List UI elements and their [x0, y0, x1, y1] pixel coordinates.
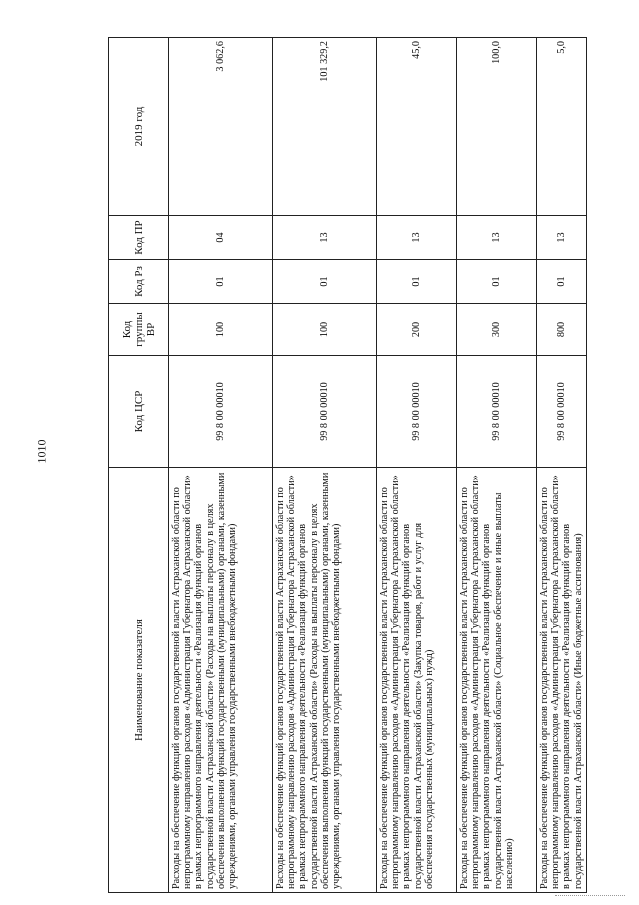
cell-name: Расходы на обеспечение функций органов государственной власти Астраханской области по непрограммному направлению расходов «Администрация Губернатора Астраханской области» в рамках непрограммного направления деятельности «Реализация функций органов государственной власти Астраханской области» (Расходы на выплаты персоналу в целях обеспечения выполнения функций государственными (муниципальными) органами, казенными учреждениями, органами управления государственными внебюджетными фондами)	[273, 468, 377, 893]
cell-name: Расходы на обеспечение функций органов государственной власти Астраханской области по непрограммному направлению расходов «Администрация Губернатора Астраханской области» в рамках непрограммного направления деятельности «Реализация функций органов государственной власти Астраханской области» (Закупка товаров, работ и услуг для обеспечения государственных (муниципальных) нужд)	[377, 468, 457, 893]
cell-year: 45,0	[377, 38, 457, 216]
header-rz: Код Рз	[109, 260, 169, 304]
table-row	[273, 38, 377, 893]
cell-vr: 200	[377, 304, 457, 356]
table-row	[169, 38, 273, 893]
expenditure-table	[108, 37, 587, 893]
cell-name: Расходы на обеспечение функций органов государственной власти Астраханской области по непрограммному направлению расходов «Администрация Губернатора Астраханской области» в рамках непрограммного направления деятельности «Реализация функций органов государственной власти Астраханской области» (Иные бюджетные ассигнования)	[537, 468, 587, 893]
table-row	[537, 38, 587, 893]
cell-vr: 100	[169, 304, 273, 356]
cell-csr: 99 8 00 00010	[273, 356, 377, 468]
header-name: Наименование показателя	[109, 468, 169, 893]
cell-csr: 99 8 00 00010	[169, 356, 273, 468]
table-row	[457, 38, 537, 893]
header-vr: Код группы ВР	[109, 304, 169, 356]
cell-csr: 99 8 00 00010	[537, 356, 587, 468]
bottom-divider	[555, 895, 625, 896]
cell-rz: 01	[273, 260, 377, 304]
header-pr: Код ПР	[109, 216, 169, 260]
cell-rz: 01	[457, 260, 537, 304]
rotated-table-wrapper	[108, 38, 584, 893]
table-header-row	[109, 38, 169, 893]
header-csr: Код ЦСР	[109, 356, 169, 468]
cell-rz: 01	[377, 260, 457, 304]
cell-year: 100,0	[457, 38, 537, 216]
cell-vr: 100	[273, 304, 377, 356]
cell-csr: 99 8 00 00010	[457, 356, 537, 468]
header-year: 2019 год	[109, 38, 169, 216]
cell-vr: 800	[537, 304, 587, 356]
page-number: 1010	[34, 439, 49, 464]
cell-name: Расходы на обеспечение функций органов государственной власти Астраханской области по непрограммному направлению расходов «Администрация Губернатора Астраханской области» в рамках непрограммного направления деятельности «Реализация функций органов государственной власти Астраханской области» (Расходы на выплаты персоналу в целях обеспечения выполнения функций государственными (муниципальными) органами, казенными учреждениями, органами управления государственными внебюджетными фондами)	[169, 468, 273, 893]
cell-vr: 300	[457, 304, 537, 356]
cell-pr: 13	[377, 216, 457, 260]
cell-pr: 13	[537, 216, 587, 260]
cell-pr: 13	[457, 216, 537, 260]
cell-rz: 01	[169, 260, 273, 304]
cell-year: 5,0	[537, 38, 587, 216]
cell-rz: 01	[537, 260, 587, 304]
cell-pr: 13	[273, 216, 377, 260]
cell-csr: 99 8 00 00010	[377, 356, 457, 468]
table-row	[377, 38, 457, 893]
cell-year: 101 329,2	[273, 38, 377, 216]
cell-name: Расходы на обеспечение функций органов государственной власти Астраханской области по непрограммному направлению расходов «Администрация Губернатора Астраханской области» в рамках непрограммного направления деятельности «Реализация функций органов государственной власти Астраханской области» (Социальное обеспечение и иные выплаты населению)	[457, 468, 537, 893]
cell-year: 3 062,6	[169, 38, 273, 216]
cell-pr: 04	[169, 216, 273, 260]
